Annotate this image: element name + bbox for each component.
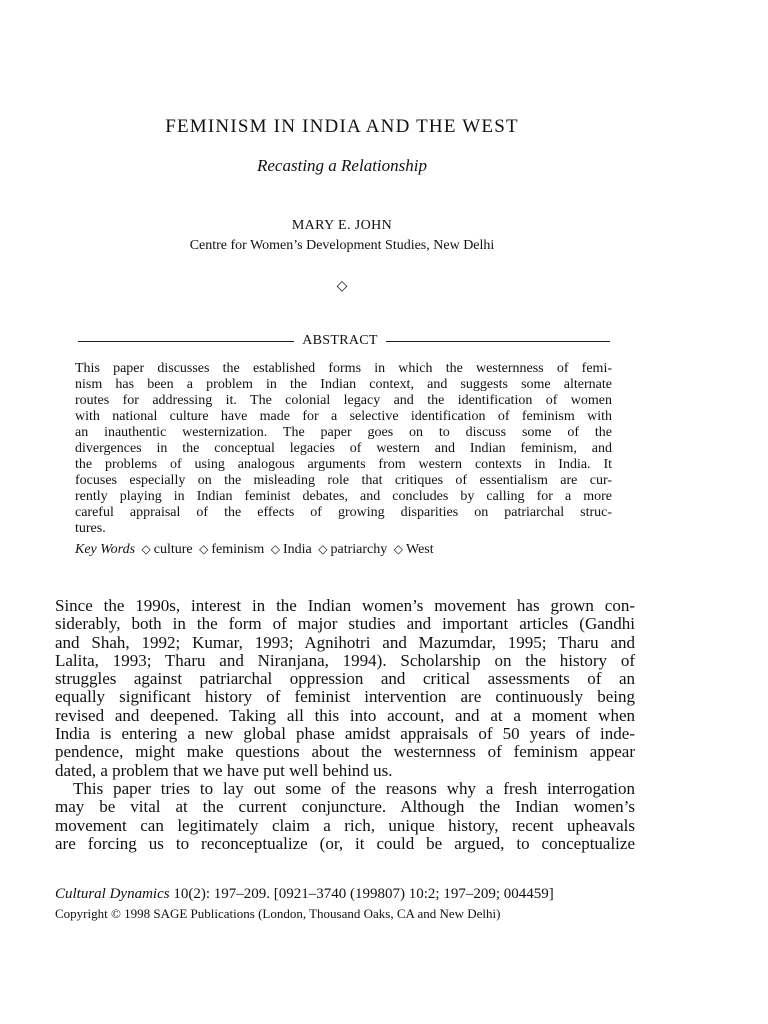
abstract-line: with national culture have made for a selective identification of feminism with (75, 409, 612, 424)
body-line: movement can legitimately claim a rich, unique history, recent upheavals (55, 815, 635, 835)
rule-left-divider (78, 341, 294, 342)
body-line: Since the 1990s, interest in the Indian women’s movement has grown con- (55, 596, 635, 615)
keyword: culture (153, 542, 193, 557)
body-text (55, 597, 635, 853)
keyword: feminism (211, 542, 265, 557)
abstract-line: focuses especially on the misleading role that critiques of essentialism are cur- (75, 473, 612, 488)
keyword: India (283, 542, 312, 557)
diamond-separator-icon: ◇ (141, 542, 151, 556)
abstract-line: rently playing in Indian feminist debates, and concludes by calling for a more (75, 489, 612, 504)
abstract-text (75, 361, 612, 537)
abstract-line: nism has been a problem in the Indian context, and suggests some alternate (75, 377, 612, 392)
body-line: struggles against patriarchal oppression and critical assessments of an (55, 669, 635, 689)
journal-citation (55, 886, 635, 903)
abstract-line: an inauthentic westernization. The paper goes on to discuss some of the (75, 425, 612, 440)
diamond-separator-icon: ◇ (199, 542, 209, 556)
author-affiliation: Centre for Women’s Development Studies, New Delhi (189, 238, 495, 253)
abstract-line: tures. (75, 521, 106, 536)
body-line: Lalita, 1993; Tharu and Niranjana, 1994). Scholarship on the history of (55, 650, 635, 670)
keyword: patriarchy (330, 542, 388, 557)
author-name: MARY E. JOHN (291, 218, 393, 233)
body-line: siderably, both in the form of major studies and important articles (Gandhi (55, 614, 635, 634)
diamond-separator-icon: ◇ (270, 542, 280, 556)
body-line: dated, a problem that we have put well behind us. (55, 760, 393, 780)
abstract-line: the problems of using analogous arguments from western contexts in India. It (75, 457, 612, 472)
key-words (75, 542, 612, 558)
abstract-line: careful appraisal of the effects of growing disparities on patriarchal struc- (75, 505, 612, 520)
diamond-separator-icon: ◇ (318, 542, 328, 556)
abstract-line: divergences in the conceptual legacies of western and Indian feminism, and (75, 441, 612, 456)
abstract-heading-rule (78, 333, 610, 349)
diamond-ornament-icon: ◇ (336, 279, 348, 294)
body-line: revised and deepened. Taking all this into account, and at a moment when (55, 705, 635, 725)
body-line: may be vital at the current conjuncture. Although the Indian women’s (55, 797, 635, 817)
citation-details: 10(2): 197–209. [0921–3740 (199807) 10:2; 197–209; 004459] (169, 886, 554, 902)
abstract-heading: ABSTRACT (302, 333, 378, 348)
body-line: are forcing us to reconceptualize (or, it could be argued, to conceptualize (55, 833, 635, 853)
body-line: This paper tries to lay out some of the reasons why a fresh interrogation (73, 778, 635, 798)
body-line: and Shah, 1992; Kumar, 1993; Agnihotri and Mazumdar, 1995; Tharu and (55, 632, 635, 652)
body-line: pendence, might make questions about the westernness of feminism appear (55, 742, 635, 762)
article-subtitle: Recasting a Relationship (257, 156, 427, 175)
abstract-line: routes for addressing it. The colonial legacy and the identification of women (75, 393, 612, 408)
body-line: equally significant history of feminist intervention are continuously being (55, 687, 635, 707)
body-line: India is entering a new global phase amidst appraisals of 50 years of inde- (55, 724, 635, 744)
key-words-label: Key Words (75, 542, 136, 557)
copyright-notice: Copyright © 1998 SAGE Publications (London, Thousand Oaks, CA and New Delhi) (55, 906, 501, 921)
rule-right-divider (386, 341, 610, 342)
article-title: FEMINISM IN INDIA AND THE WEST (165, 116, 519, 137)
keyword: West (405, 542, 434, 557)
journal-name: Cultural Dynamics (55, 886, 170, 902)
abstract-line: This paper discusses the established forms in which the westernness of femi- (75, 361, 612, 376)
diamond-separator-icon: ◇ (393, 542, 403, 556)
